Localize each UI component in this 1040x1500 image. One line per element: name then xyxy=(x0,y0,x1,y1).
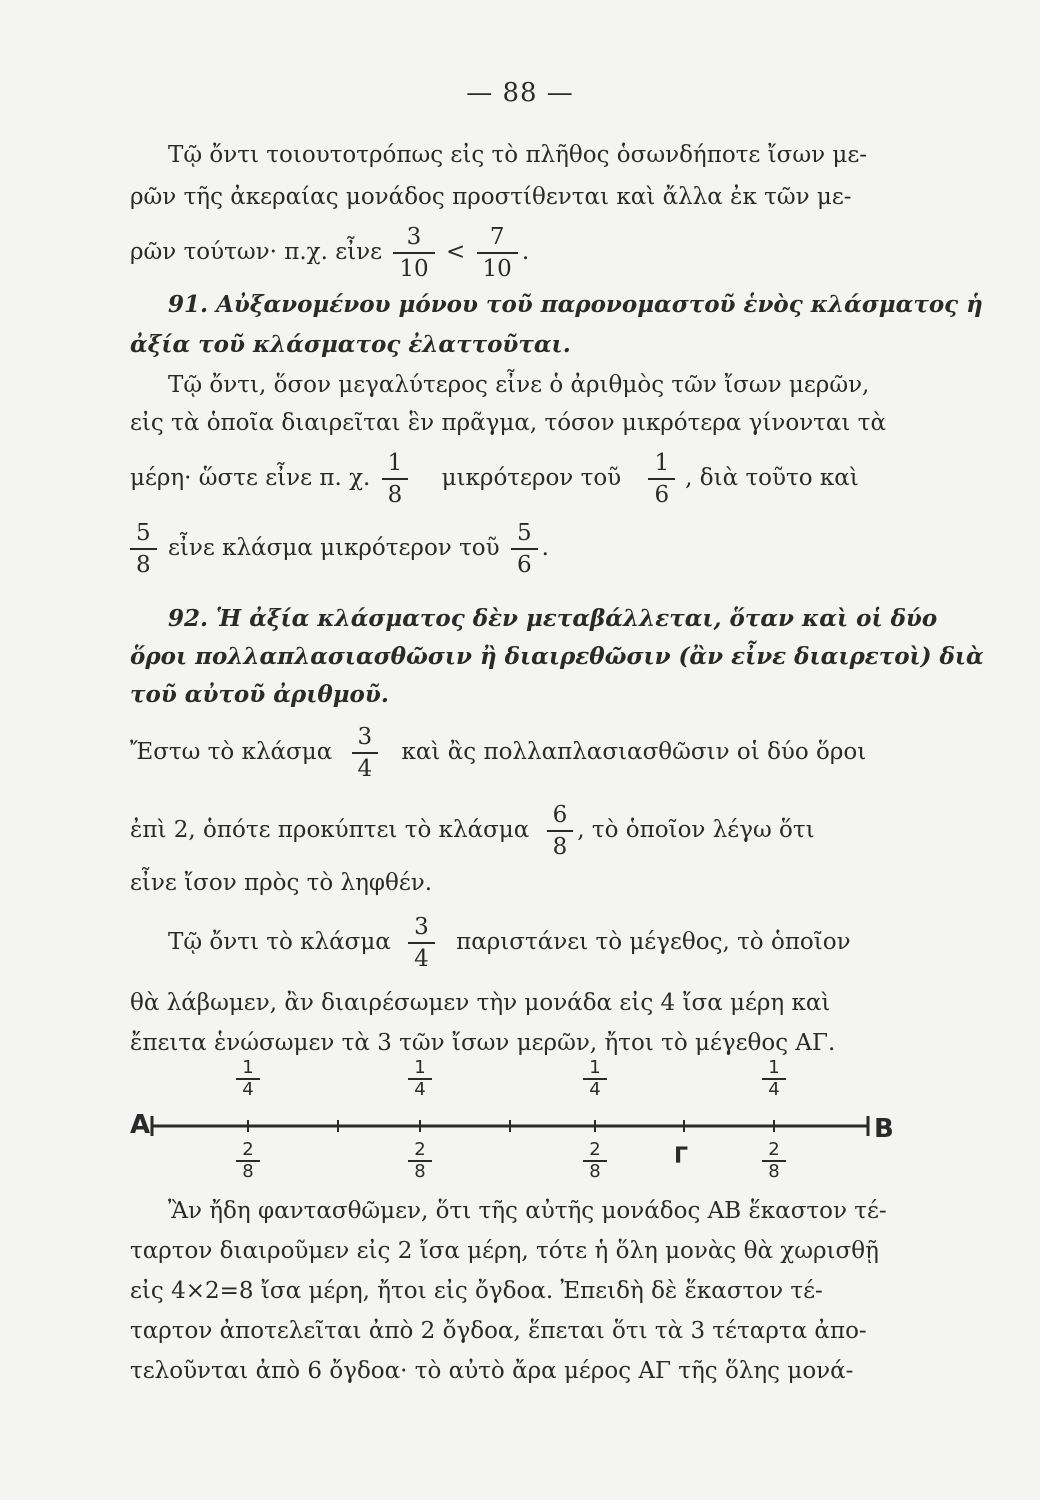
text-line-with-fractions xyxy=(130,518,930,580)
denominator: 8 xyxy=(136,552,151,578)
section-heading-91-cont: ἀξία τοῦ κλάσματος ἐλαττοῦται. xyxy=(130,331,571,358)
numerator: 1 xyxy=(382,448,409,480)
numerator: 1 xyxy=(583,1058,607,1080)
text-segment: , διὰ τοῦτο καὶ xyxy=(685,465,859,491)
fraction xyxy=(477,222,518,284)
numerator: 7 xyxy=(477,222,518,254)
denominator: 6 xyxy=(516,552,532,578)
fraction xyxy=(352,722,379,784)
text-segment: εἶνε κλάσμα μικρότερον τοῦ xyxy=(167,535,500,561)
denominator: 4 xyxy=(414,1079,426,1100)
denominator: 6 xyxy=(654,482,670,508)
quarter-fraction xyxy=(236,1058,260,1100)
quarter-fraction xyxy=(762,1058,786,1100)
text-line-with-fractions xyxy=(130,722,930,784)
denominator: 10 xyxy=(482,256,512,282)
text-line-with-fractions xyxy=(130,448,930,510)
page-number: — 88 — xyxy=(466,78,574,108)
section-heading-91: 91. Αὐξανομένου μόνου τοῦ παρονομαστοῦ ἑνὸς κλάσματος ἡ xyxy=(168,291,983,318)
numerator: 6 xyxy=(547,800,574,832)
denominator: 4 xyxy=(768,1079,780,1100)
numerator: 1 xyxy=(762,1058,786,1080)
text-line: θὰ λάβωμεν, ἂν διαιρέσωμεν τὴν μονάδα εἰς 4 ἴσα μέρη καὶ xyxy=(130,990,831,1016)
denominator: 8 xyxy=(552,834,568,860)
numerator: 2 xyxy=(408,1140,432,1162)
text-line: εἰς 4×2=8 ἴσα μέρη, ἤτοι εἰς ὄγδοα. Ἐπειδὴ δὲ ἕκαστον τέ- xyxy=(130,1278,823,1304)
numerator: 5 xyxy=(130,518,157,550)
eighths-fraction xyxy=(583,1140,607,1182)
section-heading-92-cont: ὅροι πολλαπλασιασθῶσιν ἢ διαιρεθῶσιν (ἂν εἶνε διαιρετοὶ) διὰ xyxy=(130,643,984,670)
point-b-label: B xyxy=(874,1114,894,1144)
numerator: 2 xyxy=(762,1140,786,1162)
quarter-fraction xyxy=(408,1058,432,1100)
quarter-fraction xyxy=(583,1058,607,1100)
numerator: 3 xyxy=(408,912,435,944)
denominator: 8 xyxy=(387,482,403,508)
denominator: 8 xyxy=(242,1161,254,1182)
numerator: 1 xyxy=(408,1058,432,1080)
numerator: 1 xyxy=(236,1058,260,1080)
text-line: Τῷ ὄντι τοιουτοτρόπως εἰς τὸ πλῆθος ὁσωνδήποτε ἴσων με- xyxy=(168,142,868,168)
number-line-diagram xyxy=(130,1057,910,1182)
denominator: 4 xyxy=(414,946,429,972)
punctuation: . xyxy=(541,535,549,561)
text-line: Ἂν ἤδη φαντασθῶμεν, ὅτι τῆς αὐτῆς μονάδος ΑΒ ἕκαστον τέ- xyxy=(168,1198,887,1224)
numerator: 3 xyxy=(352,722,379,754)
text-line: Τῷ ὄντι, ὅσον μεγαλύτερος εἶνε ὁ ἀριθμὸς τῶν ἴσων μερῶν, xyxy=(168,372,870,398)
denominator: 4 xyxy=(589,1079,601,1100)
point-a-label: A xyxy=(130,1110,151,1140)
text-segment: μικρότερον τοῦ xyxy=(441,465,622,491)
fraction xyxy=(547,800,574,862)
text-line: ταρτον ἀποτελεῖται ἀπὸ 2 ὄγδοα, ἕπεται ὅτι τὰ 3 τέταρτα ἀπο- xyxy=(130,1318,867,1344)
text-segment: ρῶν τούτων· π.χ. εἶνε xyxy=(130,239,383,265)
text-segment: μέρη· ὥστε εἶνε π. χ. xyxy=(130,465,371,491)
section-heading-92-cont: τοῦ αὐτοῦ ἀριθμοῦ. xyxy=(130,681,389,708)
eighths-fraction xyxy=(236,1140,260,1182)
fraction xyxy=(393,222,434,284)
numerator: 2 xyxy=(236,1140,260,1162)
denominator: 4 xyxy=(357,756,373,782)
fraction xyxy=(511,518,538,580)
eighths-fraction xyxy=(408,1140,432,1182)
text-line: ρῶν τῆς ἀκεραίας μονάδος προστίθενται καὶ ἄλλα ἐκ τῶν με- xyxy=(130,184,852,210)
eighths-fraction xyxy=(762,1140,786,1182)
less-than-sign: < xyxy=(445,239,466,265)
text-segment: καὶ ἂς πολλαπλασιασθῶσιν οἱ δύο ὅροι xyxy=(401,739,867,765)
text-segment: , τὸ ὁποῖον λέγω ὅτι xyxy=(577,817,815,843)
text-line-with-fractions xyxy=(130,222,930,284)
fraction xyxy=(408,912,435,974)
text-line: εἶνε ἴσον πρὸς τὸ ληφθέν. xyxy=(130,870,433,896)
fraction xyxy=(382,448,409,510)
numerator: 3 xyxy=(393,222,434,254)
section-heading-92: 92. Ἡ ἀξία κλάσματος δὲν μεταβάλλεται, ὅταν καὶ οἱ δύο xyxy=(168,605,938,632)
text-line: ἔπειτα ἑνώσωμεν τὰ 3 τῶν ἴσων μερῶν, ἤτοι τὸ μέγεθος ΑΓ. xyxy=(130,1030,836,1056)
fraction xyxy=(130,518,157,580)
denominator: 8 xyxy=(589,1161,601,1182)
text-line: εἰς τὰ ὁποῖα διαιρεῖται ἓν πρᾶγμα, τόσον μικρότερα γίνονται τὰ xyxy=(130,410,887,436)
text-line: τελοῦνται ἀπὸ 6 ὄγδοα· τὸ αὐτὸ ἄρα μέρος ΑΓ τῆς ὅλης μονά- xyxy=(130,1358,854,1384)
text-segment: ἐπὶ 2, ὁπότε προκύπτει τὸ κλάσμα xyxy=(130,817,530,843)
numerator: 2 xyxy=(583,1140,607,1162)
fraction xyxy=(648,448,675,510)
text-segment: Ἔστω τὸ κλάσμα xyxy=(130,739,333,765)
text-line-with-fractions xyxy=(130,800,930,862)
numerator: 1 xyxy=(648,448,675,480)
text-segment: Τῷ ὄντι τὸ κλάσμα xyxy=(168,929,391,955)
point-g-label: Γ xyxy=(674,1144,689,1169)
denominator: 8 xyxy=(768,1161,780,1182)
punctuation: . xyxy=(521,239,530,265)
denominator: 4 xyxy=(242,1079,254,1100)
denominator: 8 xyxy=(414,1161,426,1182)
text-segment: παριστάνει τὸ μέγεθος, τὸ ὁποῖον xyxy=(456,929,851,955)
text-line-with-fractions xyxy=(168,912,968,974)
numerator: 5 xyxy=(511,518,538,550)
text-line: ταρτον διαιροῦμεν εἰς 2 ἴσα μέρη, τότε ἡ ὅλη μονὰς θὰ χωρισθῇ xyxy=(130,1238,879,1264)
denominator: 10 xyxy=(399,256,429,282)
